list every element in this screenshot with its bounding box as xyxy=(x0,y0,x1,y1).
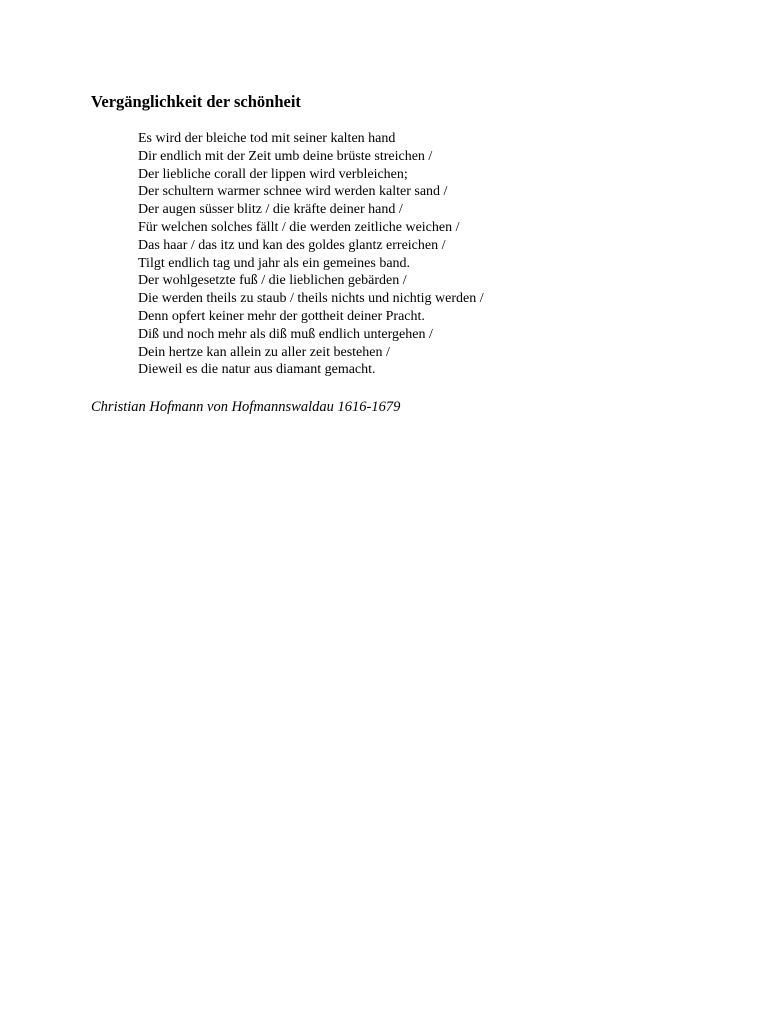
poem-line: Dein hertze kan allein zu aller zeit bestehen / xyxy=(138,344,390,360)
poem-line: Denn opfert keiner mehr der gottheit deiner Pracht. xyxy=(138,308,425,324)
poem-title: Vergänglichkeit der schönheit xyxy=(91,92,301,111)
poem-line: Für welchen solches fällt / die werden zeitliche weichen / xyxy=(138,219,460,235)
poem-line: Der schultern warmer schnee wird werden kalter sand / xyxy=(138,184,448,200)
poem-author-attribution: Christian Hofmann von Hofmannswaldau 1616-1679 xyxy=(91,399,401,415)
poem-line: Tilgt endlich tag und jahr als ein gemeines band. xyxy=(138,255,411,271)
poem-line: Das haar / das itz und kan des goldes glantz erreichen / xyxy=(138,237,446,253)
poem-line: Der liebliche corall der lippen wird verbleichen; xyxy=(138,166,408,182)
poem-body xyxy=(138,130,484,379)
poem-line: Dir endlich mit der Zeit umb deine brüste streichen / xyxy=(138,148,433,164)
poem-line: Diß und noch mehr als diß muß endlich untergehen / xyxy=(138,326,433,342)
poem-line: Dieweil es die natur aus diamant gemacht. xyxy=(138,362,376,378)
poem-line: Es wird der bleiche tod mit seiner kalten hand xyxy=(138,131,396,146)
poem-line: Die werden theils zu staub / theils nichts und nichtig werden / xyxy=(138,291,484,307)
poem-line: Der augen süsser blitz / die kräfte deiner hand / xyxy=(138,202,403,218)
poem-line: Der wohlgesetzte fuß / die lieblichen gebärden / xyxy=(138,273,407,289)
